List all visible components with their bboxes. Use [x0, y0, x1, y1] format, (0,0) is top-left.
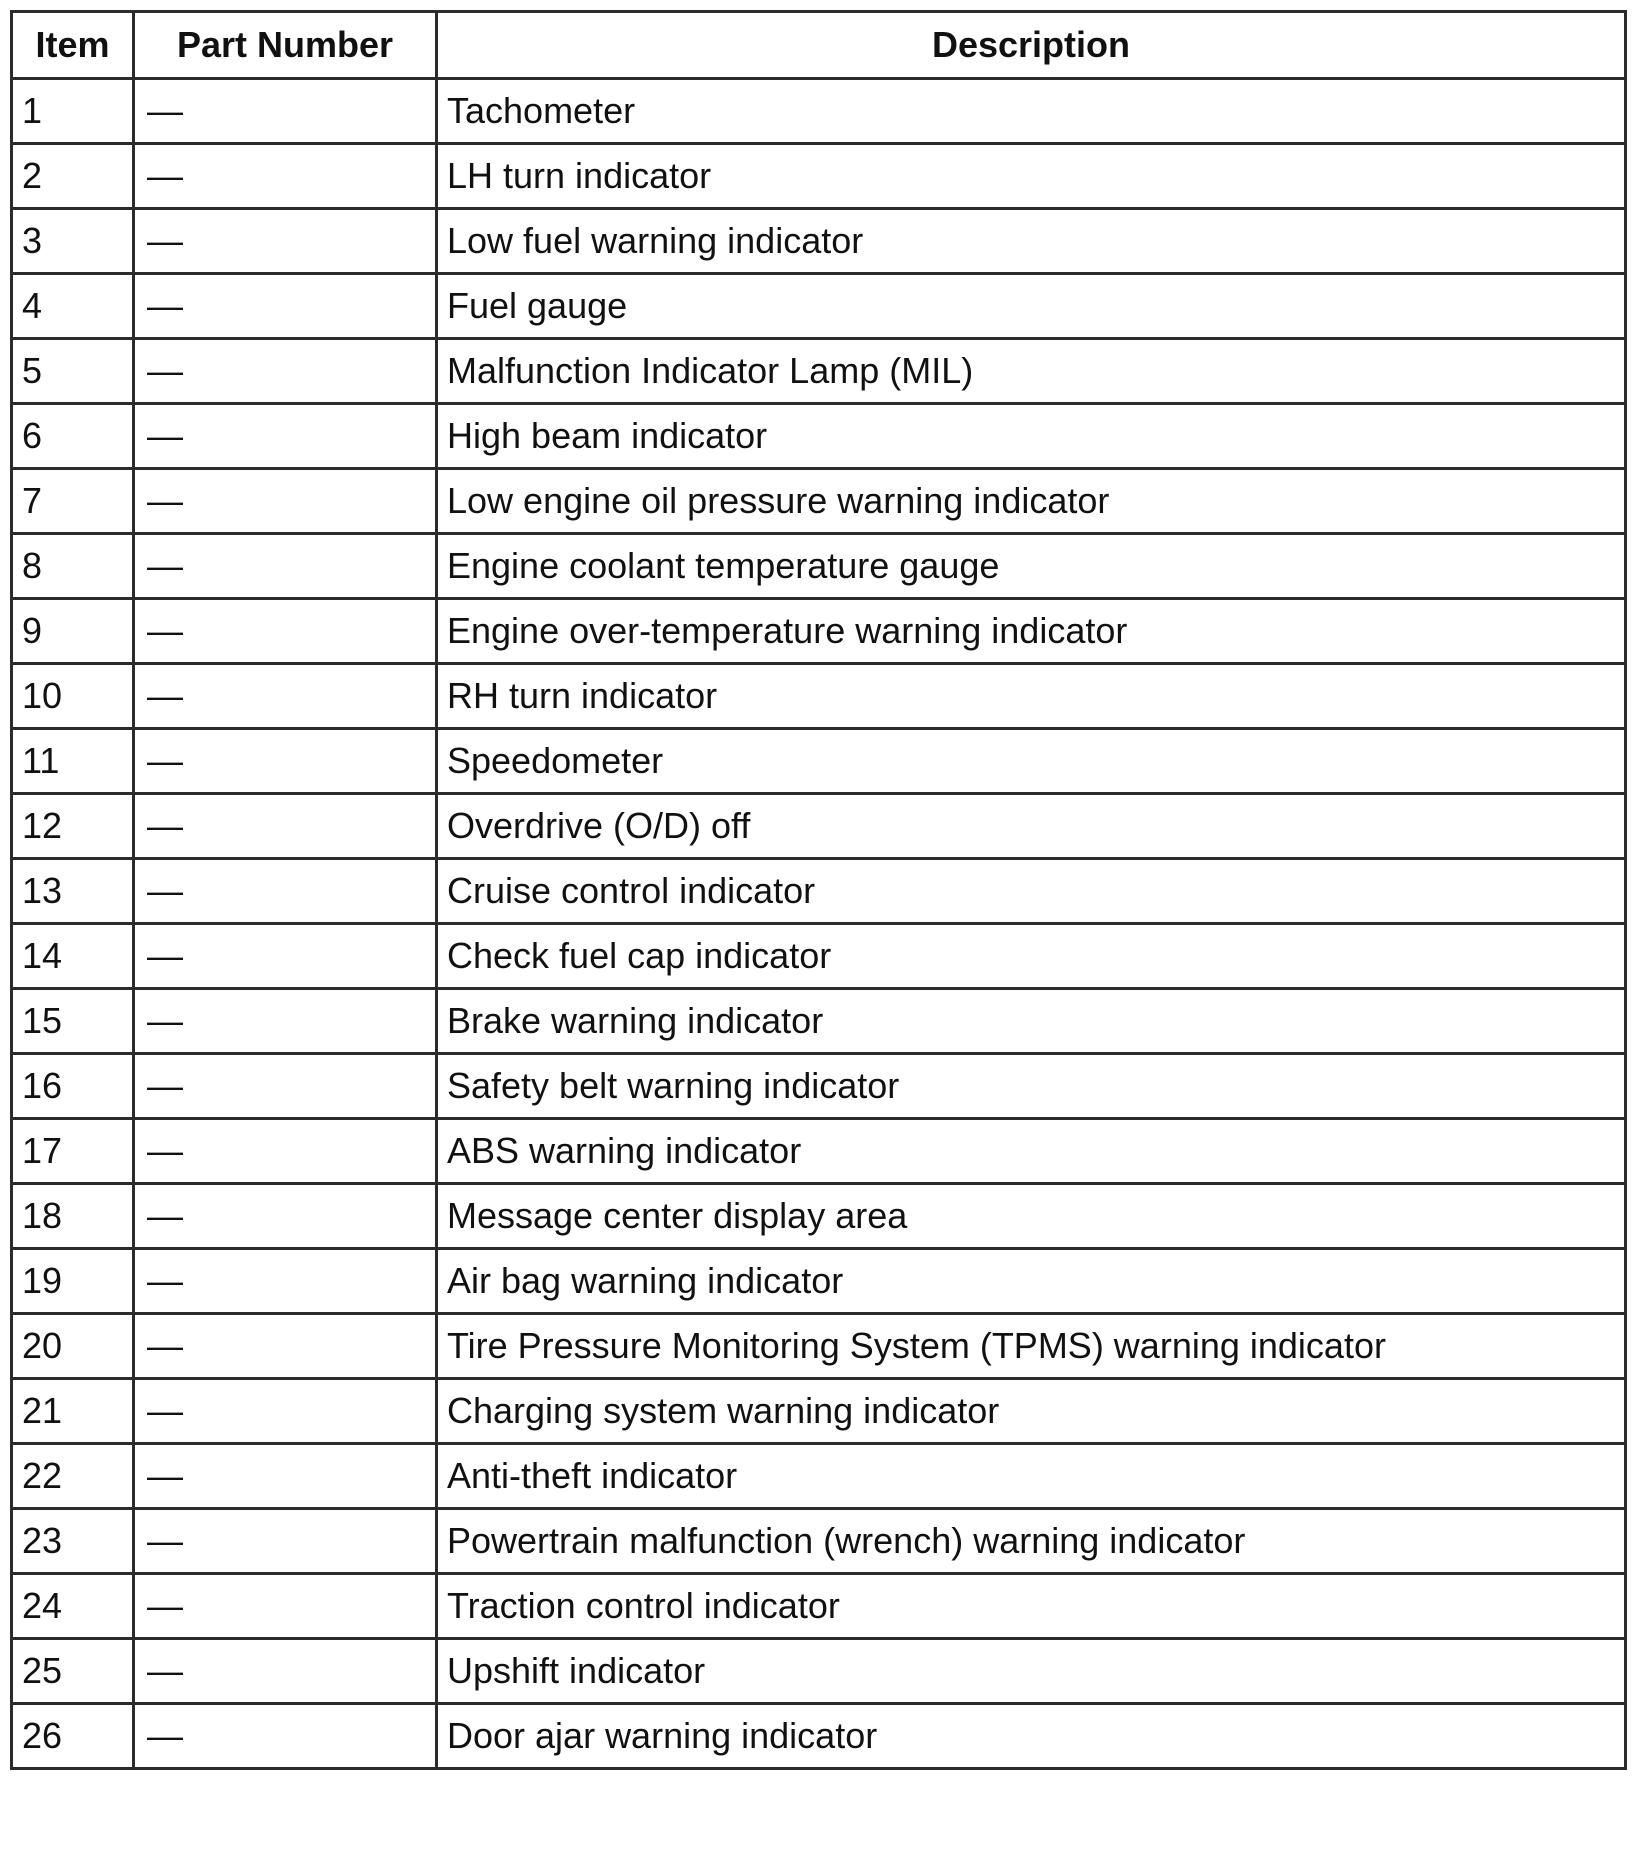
part-number-cell: —: [134, 1119, 437, 1184]
description-cell: Tire Pressure Monitoring System (TPMS) warning indicator: [437, 1314, 1626, 1379]
part-number-cell: —: [134, 1704, 437, 1769]
description-cell: LH turn indicator: [437, 144, 1626, 209]
description-cell: Upshift indicator: [437, 1639, 1626, 1704]
item-number-cell: 1: [12, 79, 134, 144]
item-number-cell: 17: [12, 1119, 134, 1184]
item-number-cell: 20: [12, 1314, 134, 1379]
item-number-cell: 25: [12, 1639, 134, 1704]
description-cell: RH turn indicator: [437, 664, 1626, 729]
description-cell: Fuel gauge: [437, 274, 1626, 339]
item-number-cell: 12: [12, 794, 134, 859]
part-number-cell: —: [134, 924, 437, 989]
part-number-cell: —: [134, 729, 437, 794]
item-number-cell: 6: [12, 404, 134, 469]
description-cell: Low engine oil pressure warning indicator: [437, 469, 1626, 534]
item-number-cell: 24: [12, 1574, 134, 1639]
description-cell: Check fuel cap indicator: [437, 924, 1626, 989]
table-row: [12, 1054, 1626, 1119]
header-item: Item: [12, 12, 134, 79]
item-number-cell: 22: [12, 1444, 134, 1509]
description-cell: Message center display area: [437, 1184, 1626, 1249]
table-row: [12, 1314, 1626, 1379]
item-number-cell: 9: [12, 599, 134, 664]
table-row: [12, 209, 1626, 274]
table-body: [12, 79, 1626, 1769]
part-number-cell: —: [134, 1184, 437, 1249]
item-number-cell: 23: [12, 1509, 134, 1574]
item-number-cell: 4: [12, 274, 134, 339]
item-number-cell: 10: [12, 664, 134, 729]
table-row: [12, 989, 1626, 1054]
description-cell: Low fuel warning indicator: [437, 209, 1626, 274]
part-number-cell: —: [134, 1054, 437, 1119]
item-number-cell: 11: [12, 729, 134, 794]
part-number-cell: —: [134, 664, 437, 729]
table-row: [12, 1639, 1626, 1704]
item-number-cell: 7: [12, 469, 134, 534]
description-cell: Charging system warning indicator: [437, 1379, 1626, 1444]
part-number-cell: —: [134, 1639, 437, 1704]
part-number-cell: —: [134, 1379, 437, 1444]
part-number-cell: —: [134, 79, 437, 144]
table-row: [12, 469, 1626, 534]
part-number-cell: —: [134, 274, 437, 339]
description-cell: Powertrain malfunction (wrench) warning indicator: [437, 1509, 1626, 1574]
item-number-cell: 21: [12, 1379, 134, 1444]
part-number-cell: —: [134, 859, 437, 924]
item-number-cell: 26: [12, 1704, 134, 1769]
item-number-cell: 16: [12, 1054, 134, 1119]
description-cell: Traction control indicator: [437, 1574, 1626, 1639]
description-cell: Anti-theft indicator: [437, 1444, 1626, 1509]
table-row: [12, 729, 1626, 794]
item-number-cell: 15: [12, 989, 134, 1054]
table-row: [12, 274, 1626, 339]
part-number-cell: —: [134, 209, 437, 274]
table-row: [12, 144, 1626, 209]
description-cell: Cruise control indicator: [437, 859, 1626, 924]
table-row: [12, 1704, 1626, 1769]
part-number-cell: —: [134, 534, 437, 599]
part-number-cell: —: [134, 144, 437, 209]
table-row: [12, 339, 1626, 404]
part-number-cell: —: [134, 469, 437, 534]
table-row: [12, 1379, 1626, 1444]
description-cell: Safety belt warning indicator: [437, 1054, 1626, 1119]
part-number-cell: —: [134, 1314, 437, 1379]
description-cell: Tachometer: [437, 79, 1626, 144]
description-cell: Air bag warning indicator: [437, 1249, 1626, 1314]
part-number-cell: —: [134, 1574, 437, 1639]
header-description: Description: [437, 12, 1626, 79]
description-cell: ABS warning indicator: [437, 1119, 1626, 1184]
part-number-cell: —: [134, 599, 437, 664]
description-cell: Malfunction Indicator Lamp (MIL): [437, 339, 1626, 404]
table-row: [12, 404, 1626, 469]
item-number-cell: 13: [12, 859, 134, 924]
table-row: [12, 1184, 1626, 1249]
table-row: [12, 1119, 1626, 1184]
part-number-cell: —: [134, 339, 437, 404]
part-number-cell: —: [134, 404, 437, 469]
description-cell: Overdrive (O/D) off: [437, 794, 1626, 859]
table-row: [12, 1509, 1626, 1574]
part-number-cell: —: [134, 989, 437, 1054]
item-number-cell: 18: [12, 1184, 134, 1249]
description-cell: Speedometer: [437, 729, 1626, 794]
item-number-cell: 2: [12, 144, 134, 209]
description-cell: High beam indicator: [437, 404, 1626, 469]
part-number-cell: —: [134, 1444, 437, 1509]
table-row: [12, 1574, 1626, 1639]
table-row: [12, 599, 1626, 664]
table-row: [12, 79, 1626, 144]
item-number-cell: 5: [12, 339, 134, 404]
table-row: [12, 1444, 1626, 1509]
part-number-cell: —: [134, 794, 437, 859]
table-row: [12, 534, 1626, 599]
header-part-number: Part Number: [134, 12, 437, 79]
table-row: [12, 664, 1626, 729]
table-row: [12, 859, 1626, 924]
item-number-cell: 19: [12, 1249, 134, 1314]
table-header-row: [12, 12, 1626, 79]
table-row: [12, 794, 1626, 859]
item-number-cell: 14: [12, 924, 134, 989]
description-cell: Engine over-temperature warning indicator: [437, 599, 1626, 664]
part-number-cell: —: [134, 1509, 437, 1574]
description-cell: Brake warning indicator: [437, 989, 1626, 1054]
item-number-cell: 3: [12, 209, 134, 274]
item-number-cell: 8: [12, 534, 134, 599]
part-number-cell: —: [134, 1249, 437, 1314]
table-row: [12, 924, 1626, 989]
description-cell: Engine coolant temperature gauge: [437, 534, 1626, 599]
description-cell: Door ajar warning indicator: [437, 1704, 1626, 1769]
table-row: [12, 1249, 1626, 1314]
parts-table: [10, 10, 1627, 1770]
